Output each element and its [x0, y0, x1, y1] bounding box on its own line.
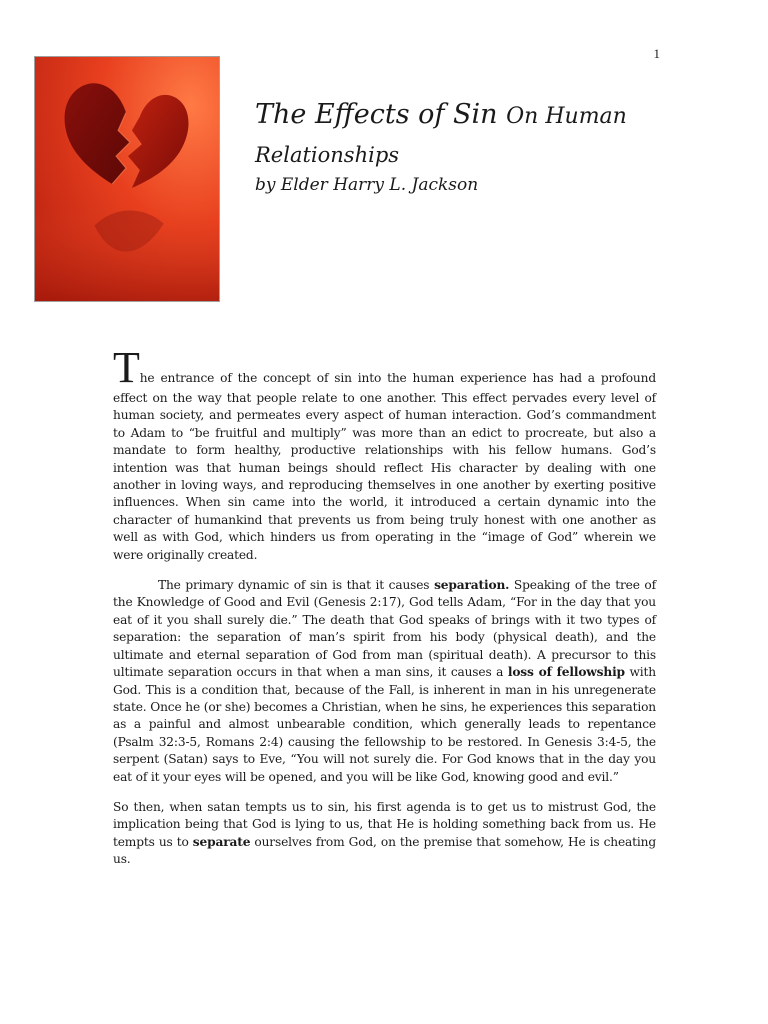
paragraph-2-part-b: Speaking of the tree of the Knowledge of Good and Evil (Genesis 2:17), God tells Adam, “For in the day that you eat of it you shall surely die.” The death that God speaks of brings with it two types of separation: the separation of man’s spirit from his body (physical death), and the ultimate and eternal separation of God from man (spiritual death). A precursor to this ultimate separation occurs in that when a man sins, it causes a — [113, 578, 656, 680]
title-italic: The Effects of Sin — [255, 99, 498, 130]
title-rest: On Human — [506, 104, 627, 129]
paragraph-2 — [113, 577, 656, 786]
page-number: 1 — [653, 46, 660, 61]
paragraph-2-part-c: with God. This is a condition that, because of the Fall, is inherent in man in his unregenerate state. Once he (or she) becomes a Christian, when he sins, he experiences this separation as a painful and almost unbearable condition, which generally leads to repentance (Psalm 32:3-5, Romans 2:4) causing the fellowship to be restored. In Genesis 3:4-5, the serpent (Satan) says to Eve, “You will not surely die. For God knows that in the day you eat of it your eyes will be opened, and you will be like God, knowing good and evil.” — [113, 665, 656, 784]
paragraph-1-first-line: he entrance of the concept of sin into the human experience has had a profound — [139, 371, 656, 385]
drop-cap: T — [113, 343, 140, 392]
bold-separate: separate — [192, 834, 251, 849]
bold-loss-of-fellowship: loss of fellowship — [507, 665, 625, 680]
title-line2: Relationships — [255, 143, 400, 167]
paragraph-3-part-a: So then, when satan tempts us to sin, his first agenda is to get us to mistrust God, the implication being that God is lying to us, that He is holding something back from us. He tempts us to — [113, 799, 656, 849]
bold-separation: separation. — [434, 578, 510, 593]
article-body — [113, 343, 656, 882]
broken-heart-image — [34, 56, 220, 302]
title-block — [255, 94, 675, 198]
paragraph-3 — [113, 799, 656, 869]
paragraph-1 — [113, 343, 656, 564]
broken-heart-icon — [35, 57, 219, 301]
author-byline: by Elder Harry L. Jackson — [255, 175, 479, 195]
paragraph-3-part-b: ourselves from God, on the premise that somehow, He is cheating us. — [113, 834, 656, 867]
document-title — [255, 94, 675, 138]
paragraph-1-rest: effect on the way that people relate to one another. This effect pervades every level of human society, and permeates every aspect of human interaction. God’s commandment to Adam to “be fruitful and multiply” was more than an edict to procreate, but also a mandate to form healthy, productive relationships with his fellow humans. God’s intention was that human beings should reflect His character by dealing with one another in loving ways, and reproducing themselves in one another by exerting positive influences. When sin came into the world, it introduced a certain dynamic into the character of humankind that prevents us from being truly honest with one another as well as with God, which hinders us from operating in the “image of God” wherein we were originally created. — [113, 391, 656, 562]
paragraph-2-part-a: The primary dynamic of sin is that it causes — [158, 578, 430, 593]
